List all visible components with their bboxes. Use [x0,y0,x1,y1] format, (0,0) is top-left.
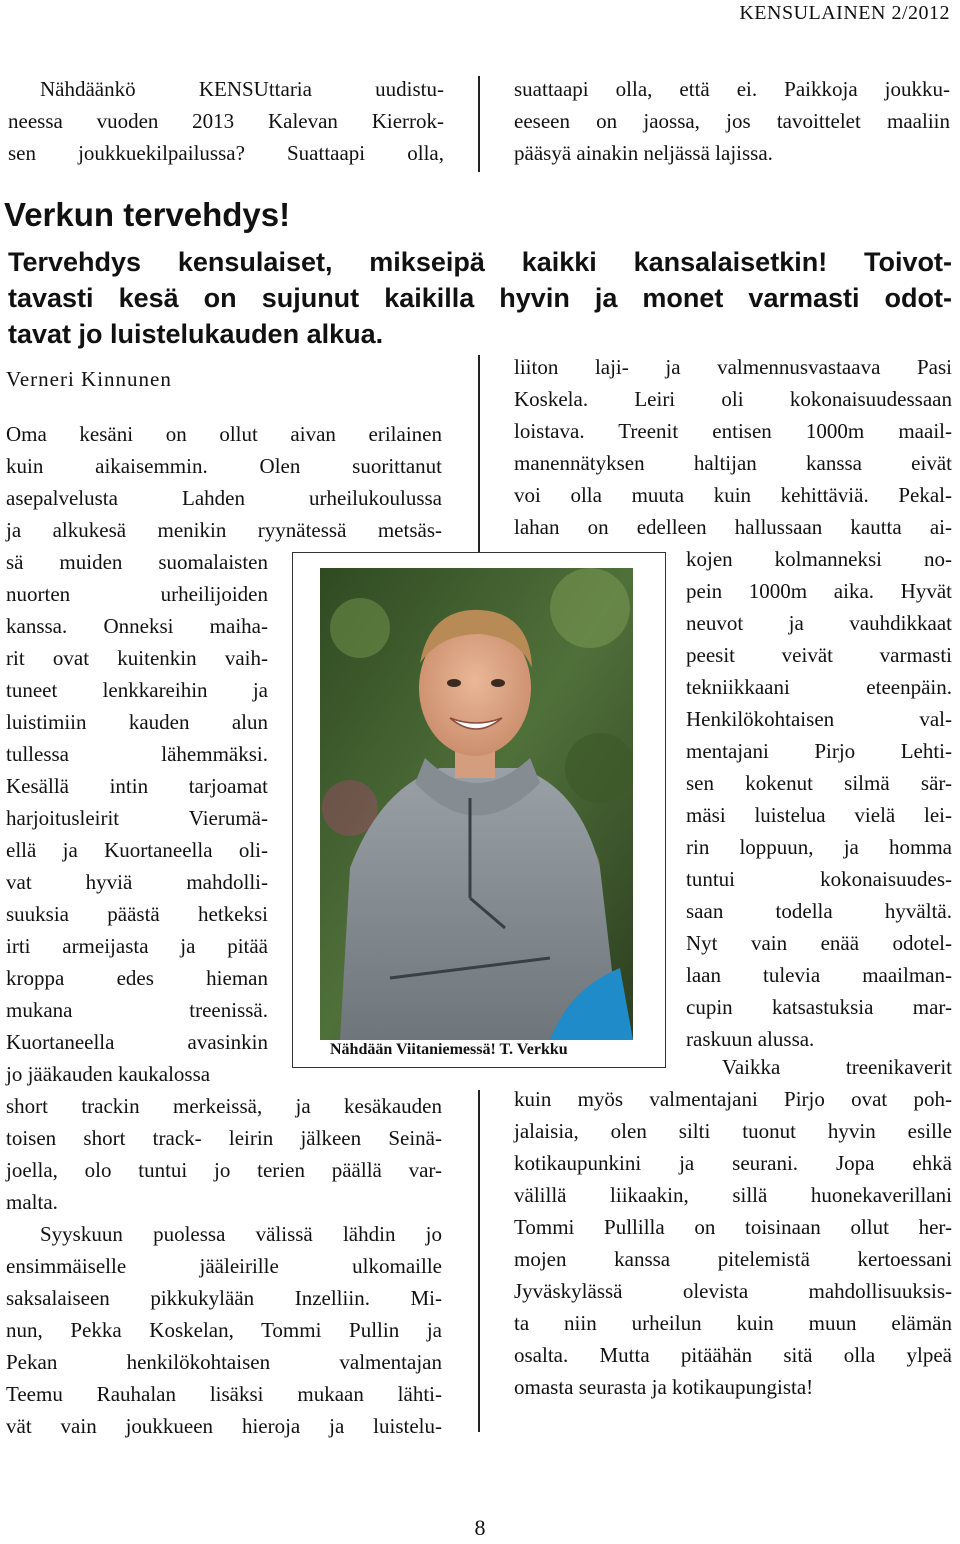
intro-right-line: eeseen on jaossa, jos tavoittelet maaliin [514,109,950,133]
right-col-line: kojen kolmanneksi no- [686,547,952,571]
right-col-line: Henkilökohtaisen val- [686,707,952,731]
right-col-line: Vaikka treenikaverit [722,1055,952,1079]
right-col-line: mojen kanssa pitelemistä kertoessani [514,1247,952,1271]
left-col-line: malta. [6,1190,58,1214]
right-col-line: sen kokenut silmä sär- [686,771,952,795]
right-col-line: osalta. Mutta pitäähän sitä olla ylpeä [514,1343,952,1367]
intro-right-line: suattaapi olla, että ei. Paikkoja joukku- [514,77,950,101]
left-col-line: toisen short track- leirin jälkeen Seinä- [6,1126,442,1150]
right-col-line: peesit veivät varmasti [686,643,952,667]
left-col-line: vät vain joukkueen hieroja ja luistelu- [6,1414,442,1438]
right-col-line: voi olla muuta kuin kehittäviä. Pekal- [514,483,952,507]
right-col-line: neuvot ja vauhdikkaat [686,611,952,635]
left-col-line: kanssa. Onneksi maiha- [6,614,268,638]
left-col-line: Kuortaneella avasinkin [6,1030,268,1054]
article-title: Verkun tervehdys! [4,196,291,233]
right-col-line: mäsi luistelua vielä lei- [686,803,952,827]
right-col-line: Tommi Pullilla on toisinaan ollut her- [514,1215,952,1239]
right-col-line: lahan on edelleen hallussaan kautta ai- [514,515,952,539]
left-col-line: suuksia päästä hetkeksi [6,902,268,926]
left-col-line: Syyskuun puolessa välissä lähdin jo [40,1222,442,1246]
left-col-line: Teemu Rauhalan lisäksi mukaan lähti- [6,1382,442,1406]
right-col-line: raskuun alussa. [686,1027,815,1051]
left-col-line: harjoitusleirit Vierumä- [6,806,268,830]
left-col-line: jo jääkauden kaukalossa [6,1062,211,1086]
left-col-line: vat hyviä mahdolli- [6,870,268,894]
page-number: 8 [474,1515,486,1540]
right-col-line: pein 1000m aika. Hyvät [686,579,952,603]
left-col-line: kroppa edes hieman [6,966,268,990]
right-col-line: jalaisia, olen silti tuonut hyvin esille [514,1119,952,1143]
right-col-line: laan tulevia maailman- [686,963,952,987]
right-col-line: manennätyksen haltijan kanssa eivät [514,451,952,475]
left-col-line: joella, olo tuntui jo terien päällä var- [6,1158,442,1182]
right-col-line: kotikaupunkini ja seurani. Jopa ehkä [514,1151,952,1175]
article-lead-line: tavasti kesä on sujunut kaikilla hyvin ja monet varmasti odot- [8,283,952,313]
left-col-line: Pekan henkilökohtaisen valmentajan [6,1350,442,1374]
right-col-line: Nyt vain enää odotel- [686,931,952,955]
left-col-line: kuin aikaisemmin. Olen suorittanut [6,454,442,478]
left-col-line: nun, Pekka Koskelan, Tommi Pullin ja [6,1318,442,1342]
left-col-line: short trackin merkeissä, ja kesäkauden [6,1094,442,1118]
right-col-line: välillä liikaakin, sillä huonekaverillani [514,1183,952,1207]
portrait-illustration [320,568,633,1040]
article-lead-line: tavat jo luistelukauden alkua. [8,319,384,349]
right-col-line: liiton laji- ja valmennusvastaava Pasi [514,355,952,379]
right-col-line: kuin myös valmentajani Pirjo ovat poh- [514,1087,952,1111]
column-rule [478,1090,480,1432]
article-lead-line: Tervehdys kensulaiset, mikseipä kaikki kansalaisetkin! Toivot- [8,247,952,277]
left-col-line: ja alkukesä menikin ryynätessä metsäs- [6,518,442,542]
right-col-line: tuntui kokonaisuudes- [686,867,952,891]
intro-column-rule [478,76,480,172]
right-col-line: rin loppuun, ja homma [686,835,952,859]
column-rule [478,355,480,555]
left-col-line: asepalvelusta Lahden urheilukoulussa [6,486,442,510]
left-col-line: tullessa lähemmäksi. [6,742,268,766]
right-col-line: loistava. Treenit entisen 1000m maail- [514,419,952,443]
right-col-line: Koskela. Leiri oli kokonaisuudessaan [514,387,952,411]
right-col-line: cupin katsastuksia mar- [686,995,952,1019]
intro-left-line: sen joukkuekilpailussa? Suattaapi olla, [8,141,444,165]
left-col-line: rit ovat kuitenkin vaih- [6,646,268,670]
left-col-line: saksalaiseen pikkukylään Inzelliin. Mi- [6,1286,442,1310]
author-name: Verneri Kinnunen [6,367,172,391]
portrait-photo [320,568,633,1040]
intro-left-line: neessa vuoden 2013 Kalevan Kierrok- [8,109,444,133]
running-header: KENSULAINEN 2/2012 [739,2,950,24]
left-col-line: nuorten urheilijoiden [6,582,268,606]
right-col-line: omasta seurasta ja kotikaupungista! [514,1375,814,1399]
right-col-line: Jyväskylässä olevista mahdollisuuksis- [514,1279,952,1303]
intro-right-line: pääsyä ainakin neljässä lajissa. [514,141,773,165]
left-col-line: ensimmäiselle jääleirille ulkomaille [6,1254,442,1278]
right-col-line: saan todella hyvältä. [686,899,952,923]
left-col-line: Oma kesäni on ollut aivan erilainen [6,422,442,446]
photo-caption: Nähdään Viitaniemessä! T. Verkku [330,1041,568,1058]
right-col-line: mentajani Pirjo Lehti- [686,739,952,763]
left-col-line: sä muiden suomalaisten [6,550,268,574]
left-col-line: Kesällä intin tarjoamat [6,774,268,798]
left-col-line: irti armeijasta ja pitää [6,934,268,958]
left-col-line: mukana treenissä. [6,998,268,1022]
right-col-line: tekniikkaani eteenpäin. [686,675,952,699]
left-col-line: tuneet lenkkareihin ja [6,678,268,702]
left-col-line: ellä ja Kuortaneella oli- [6,838,268,862]
right-col-line: ta niin urheilun kuin muun elämän [514,1311,952,1335]
left-col-line: luistimiin kauden alun [6,710,268,734]
intro-left-line: Nähdäänkö KENSUttaria uudistu- [40,77,444,101]
